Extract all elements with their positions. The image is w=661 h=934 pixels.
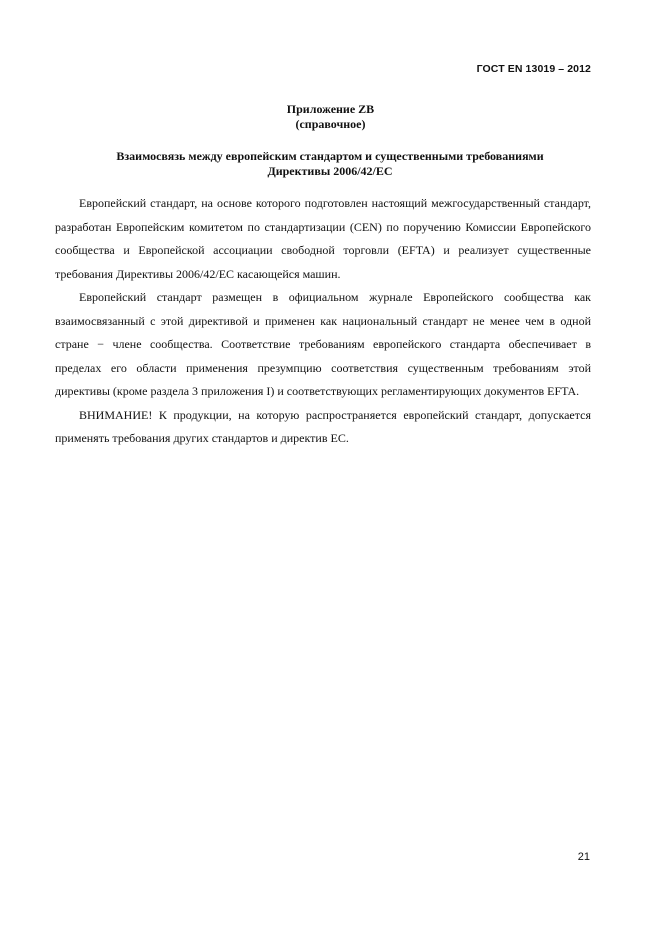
appendix-subtitle: (справочное)	[295, 117, 366, 131]
section-title	[75, 149, 585, 179]
paragraph-3: ВНИМАНИЕ! К продукции, на которую распространяется европейский стандарт, допускается применять требования других стандартов и директив ЕС.	[55, 407, 591, 445]
section-title-line-1: Взаимосвязь между европейским стандартом и существенными требованиями	[116, 149, 544, 163]
body-text	[55, 192, 591, 451]
page-number: 21	[577, 851, 590, 863]
appendix-title: Приложение ZB	[286, 102, 375, 116]
appendix-heading	[0, 102, 661, 132]
paragraph-2: Европейский стандарт размещен в официальном журнале Европейского сообщества как взаимосвязанный с этой директивой и применен как национальный стандарт не менее чем в одной стране − члене сообщества. Соответствие требованиям европейского стандарта обеспечивает в пределах его области применения презумпцию соответствия существенным требованиям этой директивы (кроме раздела 3 приложения I) и соответствующих регламентирующих документов EFTA.	[55, 290, 591, 398]
document-code: ГОСТ EN 13019 – 2012	[476, 63, 591, 75]
section-title-line-2: Директивы 2006/42/ЕС	[267, 164, 393, 178]
paragraph-1: Европейский стандарт, на основе которого подготовлен настоящий межгосударственный стандарт, разработан Европейским комитетом по стандартизации (CEN) по поручению Комиссии Европейского сообщества и Европейской ассоциации свободной торговли (EFTA) и реализует существенные требования Директивы 2006/42/ЕС касающейся машин.	[55, 196, 591, 281]
